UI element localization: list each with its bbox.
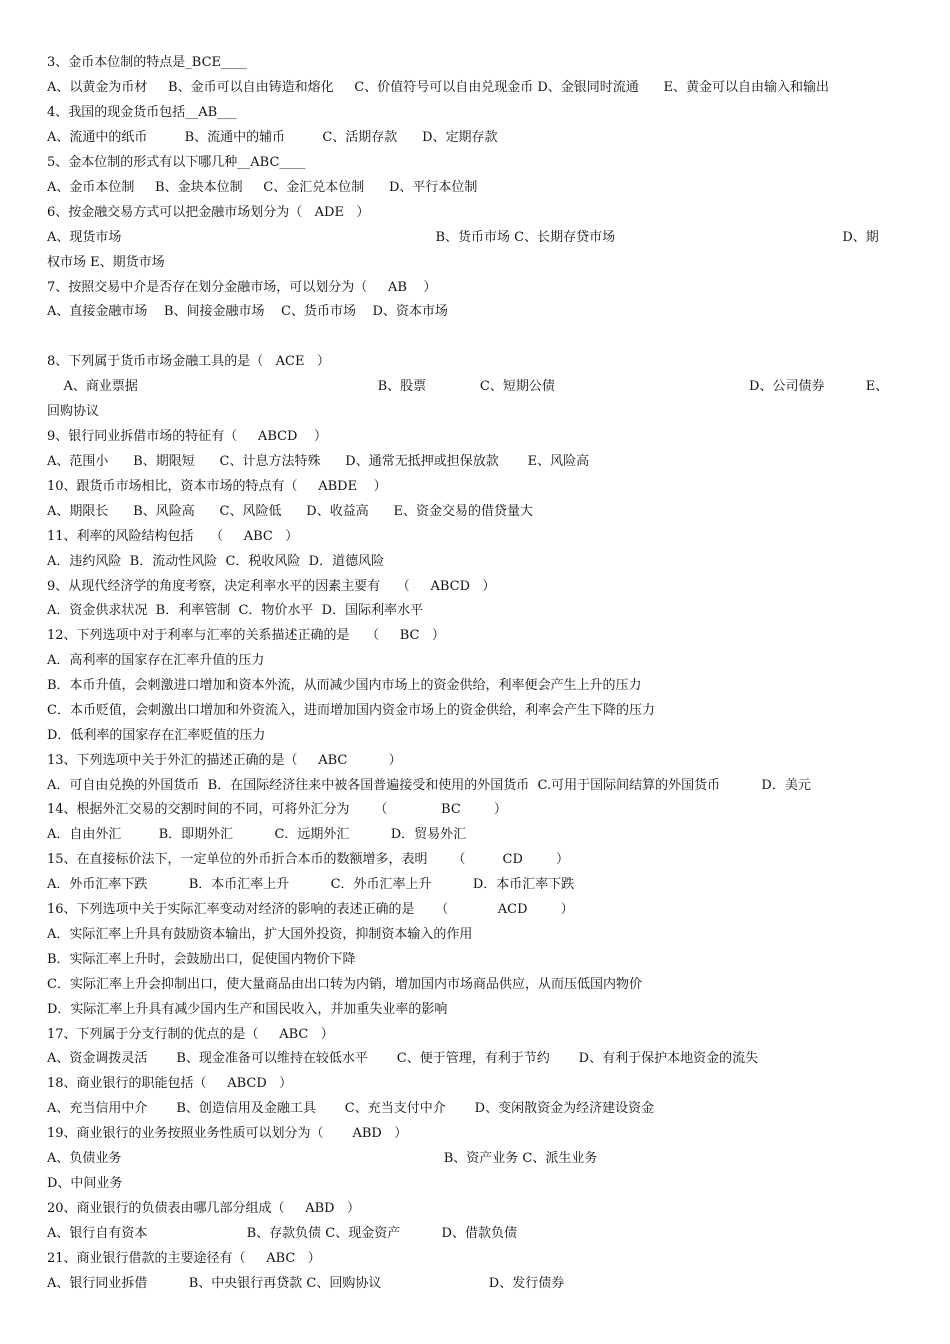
text-line: 16、下列选项中关于实际汇率变动对经济的影响的表述正确的是 （ ACD ） xyxy=(47,902,574,917)
text-line: A．高利率的国家存在汇率升值的压力 xyxy=(47,653,265,668)
text-line: 15、在直接标价法下，一定单位的外币折合本币的数额增多，表明 （ CD ） xyxy=(47,852,569,867)
text-line: 19、商业银行的业务按照业务性质可以划分为（ ABD ） xyxy=(47,1126,408,1141)
text-line: A．自由外汇 B．即期外汇 C．远期外汇 D．贸易外汇 xyxy=(47,827,467,842)
text-line: A、直接金融市场 B、间接金融市场 C、货币市场 D、资本市场 xyxy=(47,304,448,319)
text-line: B．实际汇率上升时，会鼓励出口，促使国内物价下降 xyxy=(47,952,356,967)
text-line: B．本币升值，会刺激进口增加和资本外流，从而减少国内市场上的资金供给，利率便会产生上升的压力 xyxy=(47,678,642,693)
text-line: A、充当信用中介 B、创造信用及金融工具 C、充当支付中介 D、变闲散资金为经济建设资金 xyxy=(47,1101,655,1116)
text-line: A．外币汇率下跌 B．本币汇率上升 C．外币汇率上升 D．本币汇率下跌 xyxy=(47,877,575,892)
text-line: A、金币本位制 B、金块本位制 C、金汇兑本位制 D、平行本位制 xyxy=(47,180,478,195)
text-line: A、范围小 B、期限短 C、计息方法特殊 D、通常无抵押或担保放款 E、风险高 xyxy=(47,454,590,469)
text-line: 权市场 E、期货市场 xyxy=(47,255,165,270)
text-line: C．实际汇率上升会抑制出口，使大量商品由出口转为内销，增加国内市场商品供应，从而压低国内物价 xyxy=(47,977,642,992)
text-line: 11、利率的风险结构包括 （ ABC ） xyxy=(47,529,299,544)
text-line: A．违约风险 B．流动性风险 C．税收风险 D．道德风险 xyxy=(47,554,385,569)
text-line: 10、跟货币市场相比，资本市场的特点有（ ABDE ） xyxy=(47,479,387,494)
text-line: 9、从现代经济学的角度考察，决定利率水平的因素主要有 （ ABCD ） xyxy=(47,579,496,594)
text-line: 17、下列属于分支行制的优点的是（ ABC ） xyxy=(47,1027,334,1042)
text-line: 18、商业银行的职能包括（ ABCD ） xyxy=(47,1076,293,1091)
text-line: D．实际汇率上升具有减少国内生产和国民收入，并加重失业率的影响 xyxy=(47,1002,448,1017)
text-line: 12、下列选项中对于利率与汇率的关系描述正确的是 （ BC ） xyxy=(47,628,445,643)
text-line: 9、银行同业拆借市场的特征有（ ABCD ） xyxy=(47,429,328,444)
text-line: A．可自由兑换的外国货币 B．在国际经济往来中被各国普遍接受和使用的外国货币 C.可用于国际间结算的外国货币 D．美元 xyxy=(47,778,811,793)
text-line: 21、商业银行借款的主要途径有（ ABC ） xyxy=(47,1251,321,1266)
text-line: A、负债业务 B、资产业务 C、派生业务 xyxy=(47,1151,598,1166)
text-line: A、资金调拨灵活 B、现金准备可以维持在较低水平 C、便于管理，有利于节约 D、有利于保护本地资金的流失 xyxy=(47,1051,759,1066)
text-line: 7、按照交易中介是否存在划分金融市场，可以划分为（ AB ） xyxy=(47,280,437,295)
text-line: 13、下列选项中关于外汇的描述正确的是（ ABC ） xyxy=(47,753,402,768)
text-line: 14、根据外汇交易的交割时间的不同，可将外汇分为 （ BC ） xyxy=(47,802,507,817)
text-line: D、中间业务 xyxy=(47,1176,123,1191)
text-line: A、期限长 B、风险高 C、风险低 D、收益高 E、资金交易的借贷量大 xyxy=(47,504,533,519)
text-line: A、银行同业拆借 B、中央银行再贷款 C、回购协议 D、发行债券 xyxy=(47,1276,565,1291)
text-line: C．本币贬值，会刺激出口增加和外资流入，进而增加国内资金市场上的资金供给，利率会产生下降的压力 xyxy=(47,703,655,718)
text-line: A、银行自有资本 B、存款负债 C、现金资产 D、借款负债 xyxy=(47,1226,517,1241)
text-line: 5、金本位制的形式有以下哪几种__ABC____ xyxy=(47,155,306,170)
text-line: 4、我国的现金货币包括__AB___ xyxy=(47,105,237,120)
text-line: A、流通中的纸币 B、流通中的辅币 C、活期存款 D、定期存款 xyxy=(47,130,498,145)
text-line: A、以黄金为币材 B、金币可以自由铸造和熔化 C、价值符号可以自由兑现金币 D、金银同时流通 E、黄金可以自由输入和输出 xyxy=(47,80,830,95)
text-line: 20、商业银行的负债表由哪几部分组成（ ABD ） xyxy=(47,1201,360,1216)
text-line: D．低利率的国家存在汇率贬值的压力 xyxy=(47,728,266,743)
text-line: A．资金供求状况 B．利率管制 C．物价水平 D．国际利率水平 xyxy=(47,603,424,618)
text-line: A、商业票据 B、股票 C、短期公债 D、公司债券 E、 xyxy=(47,379,889,394)
text-line: A．实际汇率上升具有鼓励资本输出，扩大国外投资，抑制资本输入的作用 xyxy=(47,927,473,942)
text-line: A、现货市场 B、货币市场 C、长期存贷市场 D、期 xyxy=(47,230,879,245)
text-line: 6、按金融交易方式可以把金融市场划分为（ ADE ） xyxy=(47,205,370,220)
text-line: 8、下列属于货币市场金融工具的是（ ACE ） xyxy=(47,354,330,369)
text-line: 回购协议 xyxy=(47,404,100,419)
text-line: 3、金币本位制的特点是_BCE____ xyxy=(47,55,248,70)
